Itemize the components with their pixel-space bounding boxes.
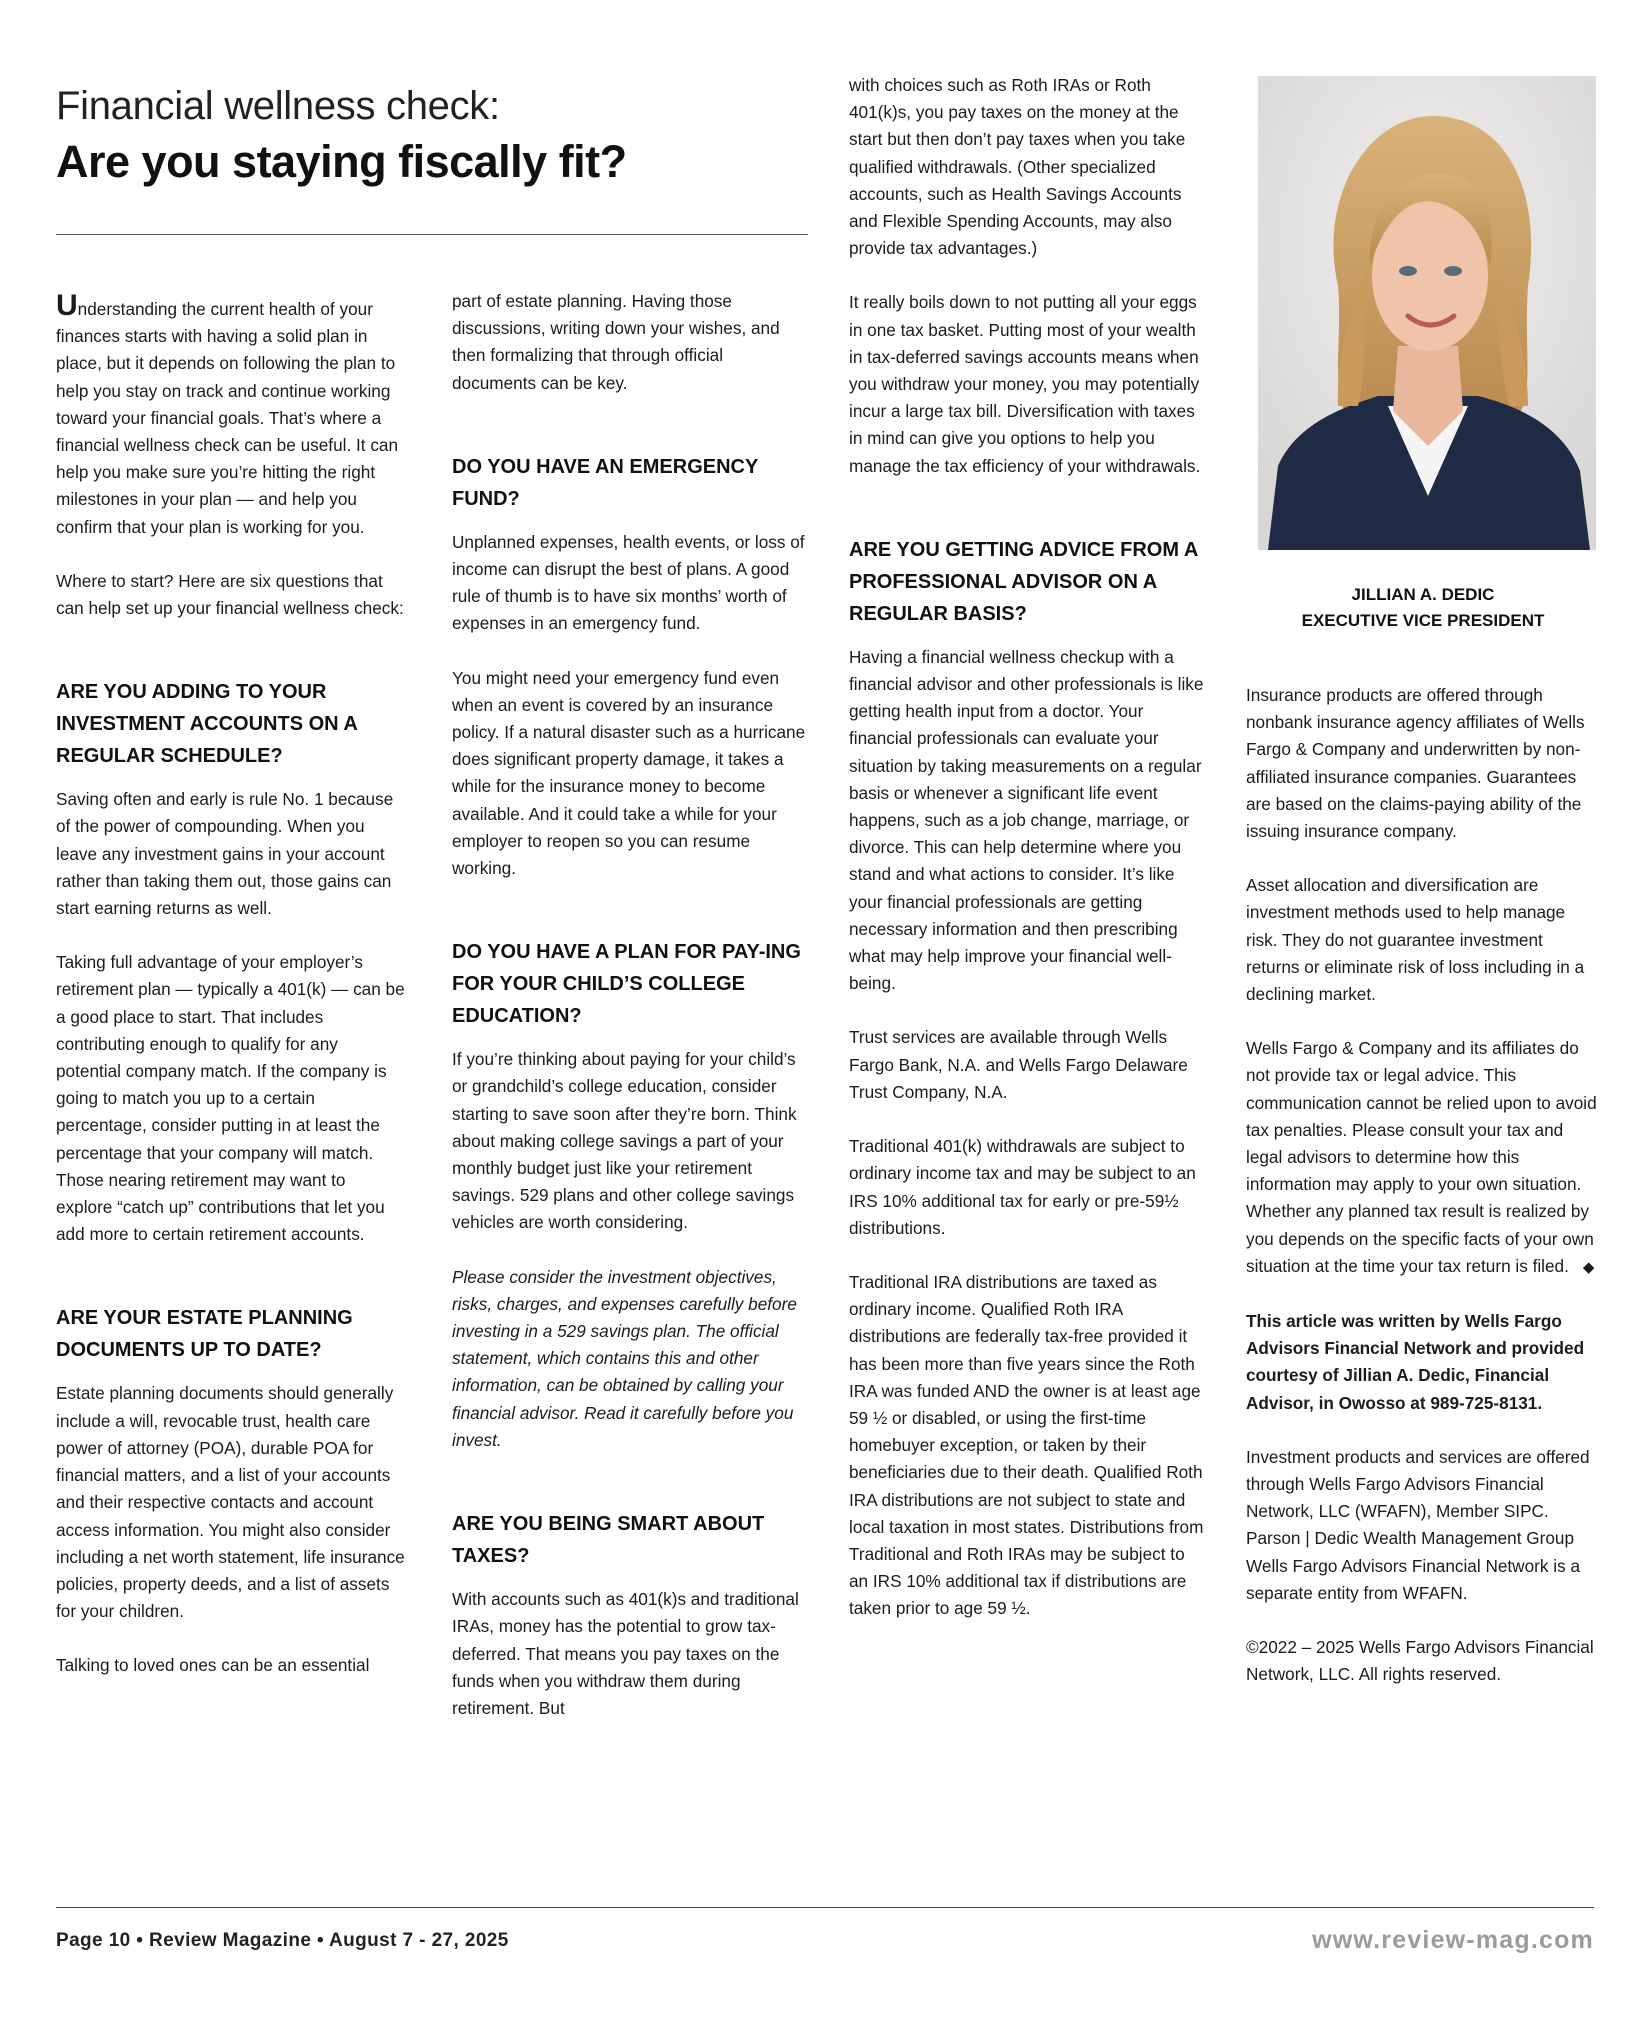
advisor-title: EXECUTIVE VICE PRESIDENT [1301, 611, 1545, 630]
intro-paragraph [56, 289, 406, 541]
heading-estate-planning: ARE YOUR ESTATE PLANNING DOCUMENTS UP TO DATE? [56, 1307, 353, 1362]
tax-advice-disclosure [1246, 1035, 1600, 1281]
heading-taxes: ARE YOU BEING SMART ABOUT TAXES? [452, 1513, 765, 1568]
portrait-photo-icon [1258, 76, 1596, 550]
taxes-paragraph-1: With accounts such as 401(k)s and traditional IRAs, money has the potential to grow tax-deferred. That means you pay taxes on the funds when you withdraw them during retirement. But [452, 1589, 799, 1718]
drop-cap: U [56, 289, 78, 322]
taxes-paragraph-2: It really boils down to not putting all your eggs in one tax basket. Putting most of your wealth in tax-deferred savings accounts means when you withdraw your money, you may potentially incur a large tax bill. Diversification with taxes in mind can give you options to help you manage the tax efficiency of your withdrawals. [849, 292, 1201, 476]
heading-emergency-fund: DO YOU HAVE AN EMERGENCY FUND? [452, 455, 758, 510]
title-divider [56, 234, 808, 235]
intro-text: nderstanding the current health of your finances starts with having a solid plan in place, but it depends on following the plan to help you stay on track and continue working toward your financial goals. That’s where a financial wellness check can be useful. It can help you make sure you’re hitting the right milestones in your plan — and help you confirm that your plan is working for you. [56, 299, 399, 537]
emergency-paragraph-1: Unplanned expenses, health events, or loss of income can disrupt the best of plans. A good rule of thumb is to have six months’ worth of expenses in an emergency fund. [452, 531, 805, 634]
article-headline: Are you staying fiscally fit? [56, 136, 627, 187]
footer-page-info: Page 10 • Review Magazine • August 7 - 27, 2025 [56, 1930, 509, 1951]
article-byline: This article was written by Wells Fargo Advisors Financial Network and provided courtesy of Jillian A. Dedic, Financial Advisor, in Owosso at 989-725-8131. [1246, 1311, 1585, 1413]
column-1 [56, 289, 406, 1707]
footer-website-link[interactable]: www.review-mag.com [1312, 1926, 1594, 1954]
estate-paragraph-1: Estate planning documents should generally include a will, revocable trust, health care power of attorney (POA), durable POA for financial matters, and a list of your accounts and their respective contacts and account access information. You might also consider including a net worth statement, life insurance policies, property deeds, and a list of assets for your children. [56, 1383, 405, 1622]
column-2 [452, 288, 810, 1749]
college-disclaimer: Please consider the investment objectives, risks, charges, and expenses carefully before investing in a 529 savings plan. The official statement, which contains this and other information, can be obtained by calling your financial advisor. Read it carefully before you invest. [452, 1266, 797, 1450]
copyright-notice: ©2022 – 2025 Wells Fargo Advisors Financial Network, LLC. All rights reserved. [1246, 1637, 1594, 1685]
ira-disclosure: Traditional IRA distributions are taxed as ordinary income. Qualified Roth IRA distributions are federally tax-free provided it has been more than five years since the Roth IRA was funded AND the owner is at least age 59 ½ or disabled, or using the first-time homebuyer exception, or taken by their beneficiaries due to their death. Qualified Roth IRA distributions are not subject to state and local taxation in most states. Distributions from Traditional and Roth IRAs may be subject to an IRS 10% additional tax if distributions are taken prior to age 59 ½. [849, 1271, 1204, 1619]
trust-disclosure: Trust services are available through Wells Fargo Bank, N.A. and Wells Fargo Delaware Trust Company, N.A. [849, 1027, 1188, 1102]
photo-caption [1246, 582, 1600, 634]
footer-divider [56, 1907, 1594, 1908]
emergency-paragraph-2: You might need your emergency fund even when an event is covered by an insurance policy. If a natural disaster such as a hurricane does significant property damage, it takes a while for the insurance money to become available. And it could take a while for your employer to reopen so you can resume working. [452, 667, 806, 879]
tax-advice-text: Wells Fargo & Company and its affiliates do not provide tax or legal advice. This communication cannot be relied upon to avoid tax penalties. Please consult your tax and legal advisors to determine how this information may apply to your own situation. Whether any planned tax result is realized by you depends on the specific facts of your own situation at the time your tax return is filed. [1246, 1038, 1597, 1276]
asset-allocation-disclosure: Asset allocation and diversification are investment methods used to help manage risk. They do not guarantee investment returns or eliminate risk of loss including in a declining market. [1246, 875, 1585, 1005]
advisor-name: JILLIAN A. DEDIC [1351, 585, 1495, 604]
401k-disclosure: Traditional 401(k) withdrawals are subject to ordinary income tax and may be subject to an IRS 10% additional tax for early or pre-59½ distributions. [849, 1136, 1196, 1238]
estate-continued: part of estate planning. Having those discussions, writing down your wishes, and then formalizing that through official documents can be key. [452, 291, 780, 393]
column-4 [1246, 682, 1600, 1716]
investment-paragraph-1: Saving often and early is rule No. 1 because of the power of compounding. When you leave any investment gains in your account rather than taking them out, those gains can start earning returns as well. [56, 789, 394, 919]
heading-professional-advice: ARE YOU GETTING ADVICE FROM A PROFESSIONAL ADVISOR ON A REGULAR BASIS? [849, 538, 1198, 625]
advice-paragraph-1: Having a financial wellness checkup with a financial advisor and other professionals is like getting health input from a doctor. Your financial professionals can evaluate your situation by taking measurements on a regular basis or whenever a significant life event happens, such as a job change, marriage, or divorce. This can help determine where you stand and what actions to consider. It’s like your financial professionals are getting necessary information and then prescribing what may help improve your financial well-being. [849, 646, 1204, 994]
article-kicker: Financial wellness check: [56, 84, 500, 128]
estate-paragraph-2: Talking to loved ones can be an essential [56, 1655, 370, 1676]
heading-college-education: DO YOU HAVE A PLAN FOR PAY-ING FOR YOUR CHILD’S COLLEGE EDUCATION? [452, 941, 801, 1028]
end-mark-diamond-icon: ◆ [1582, 1258, 1595, 1276]
investment-products-disclosure: Investment products and services are offered through Wells Fargo Advisors Financial Network, LLC (WFAFN), Member SIPC. Parson | Dedic Wealth Management Group Wells Fargo Advisors Financial Network is a separate entity from WFAFN. [1246, 1446, 1590, 1603]
heading-investment-accounts: ARE YOU ADDING TO YOUR INVESTMENT ACCOUNTS ON A REGULAR SCHEDULE? [56, 681, 358, 768]
taxes-continued: with choices such as Roth IRAs or Roth 401(k)s, you pay taxes on the money at the start but then don’t pay taxes when you take qualified withdrawals. (Other specialized accounts, such as Health Savings Accounts and Flexible Spending Accounts, may also provide tax advantages.) [849, 75, 1186, 259]
college-paragraph-1: If you’re thinking about paying for your child’s or grandchild’s college education, consider starting to save soon after they’re born. Think about making college savings a part of your monthly budget just like your retirement savings. 529 plans and other college savings vehicles are worth considering. [452, 1049, 797, 1233]
intro-paragraph-2: Where to start? Here are six questions that can help set up your financial wellness check: [56, 570, 404, 619]
column-3 [849, 72, 1205, 1650]
advisor-portrait-photo [1258, 76, 1596, 550]
investment-paragraph-2: Taking full advantage of your employer’s retirement plan — typically a 401(k) — can be a good place to start. That includes contributing enough to qualify for any potential company match. If the company is going to match you up to a certain percentage, consider putting in at least the percentage that your company will match. Those nearing retirement may want to explore “catch up” contributions that let you add more to certain retirement accounts. [56, 952, 405, 1245]
insurance-disclosure: Insurance products are offered through nonbank insurance agency affiliates of Wells Fargo & Company and underwritten by non-affiliated insurance companies. Guarantees are based on the claims-paying ability of the issuing insurance company. [1246, 685, 1585, 842]
